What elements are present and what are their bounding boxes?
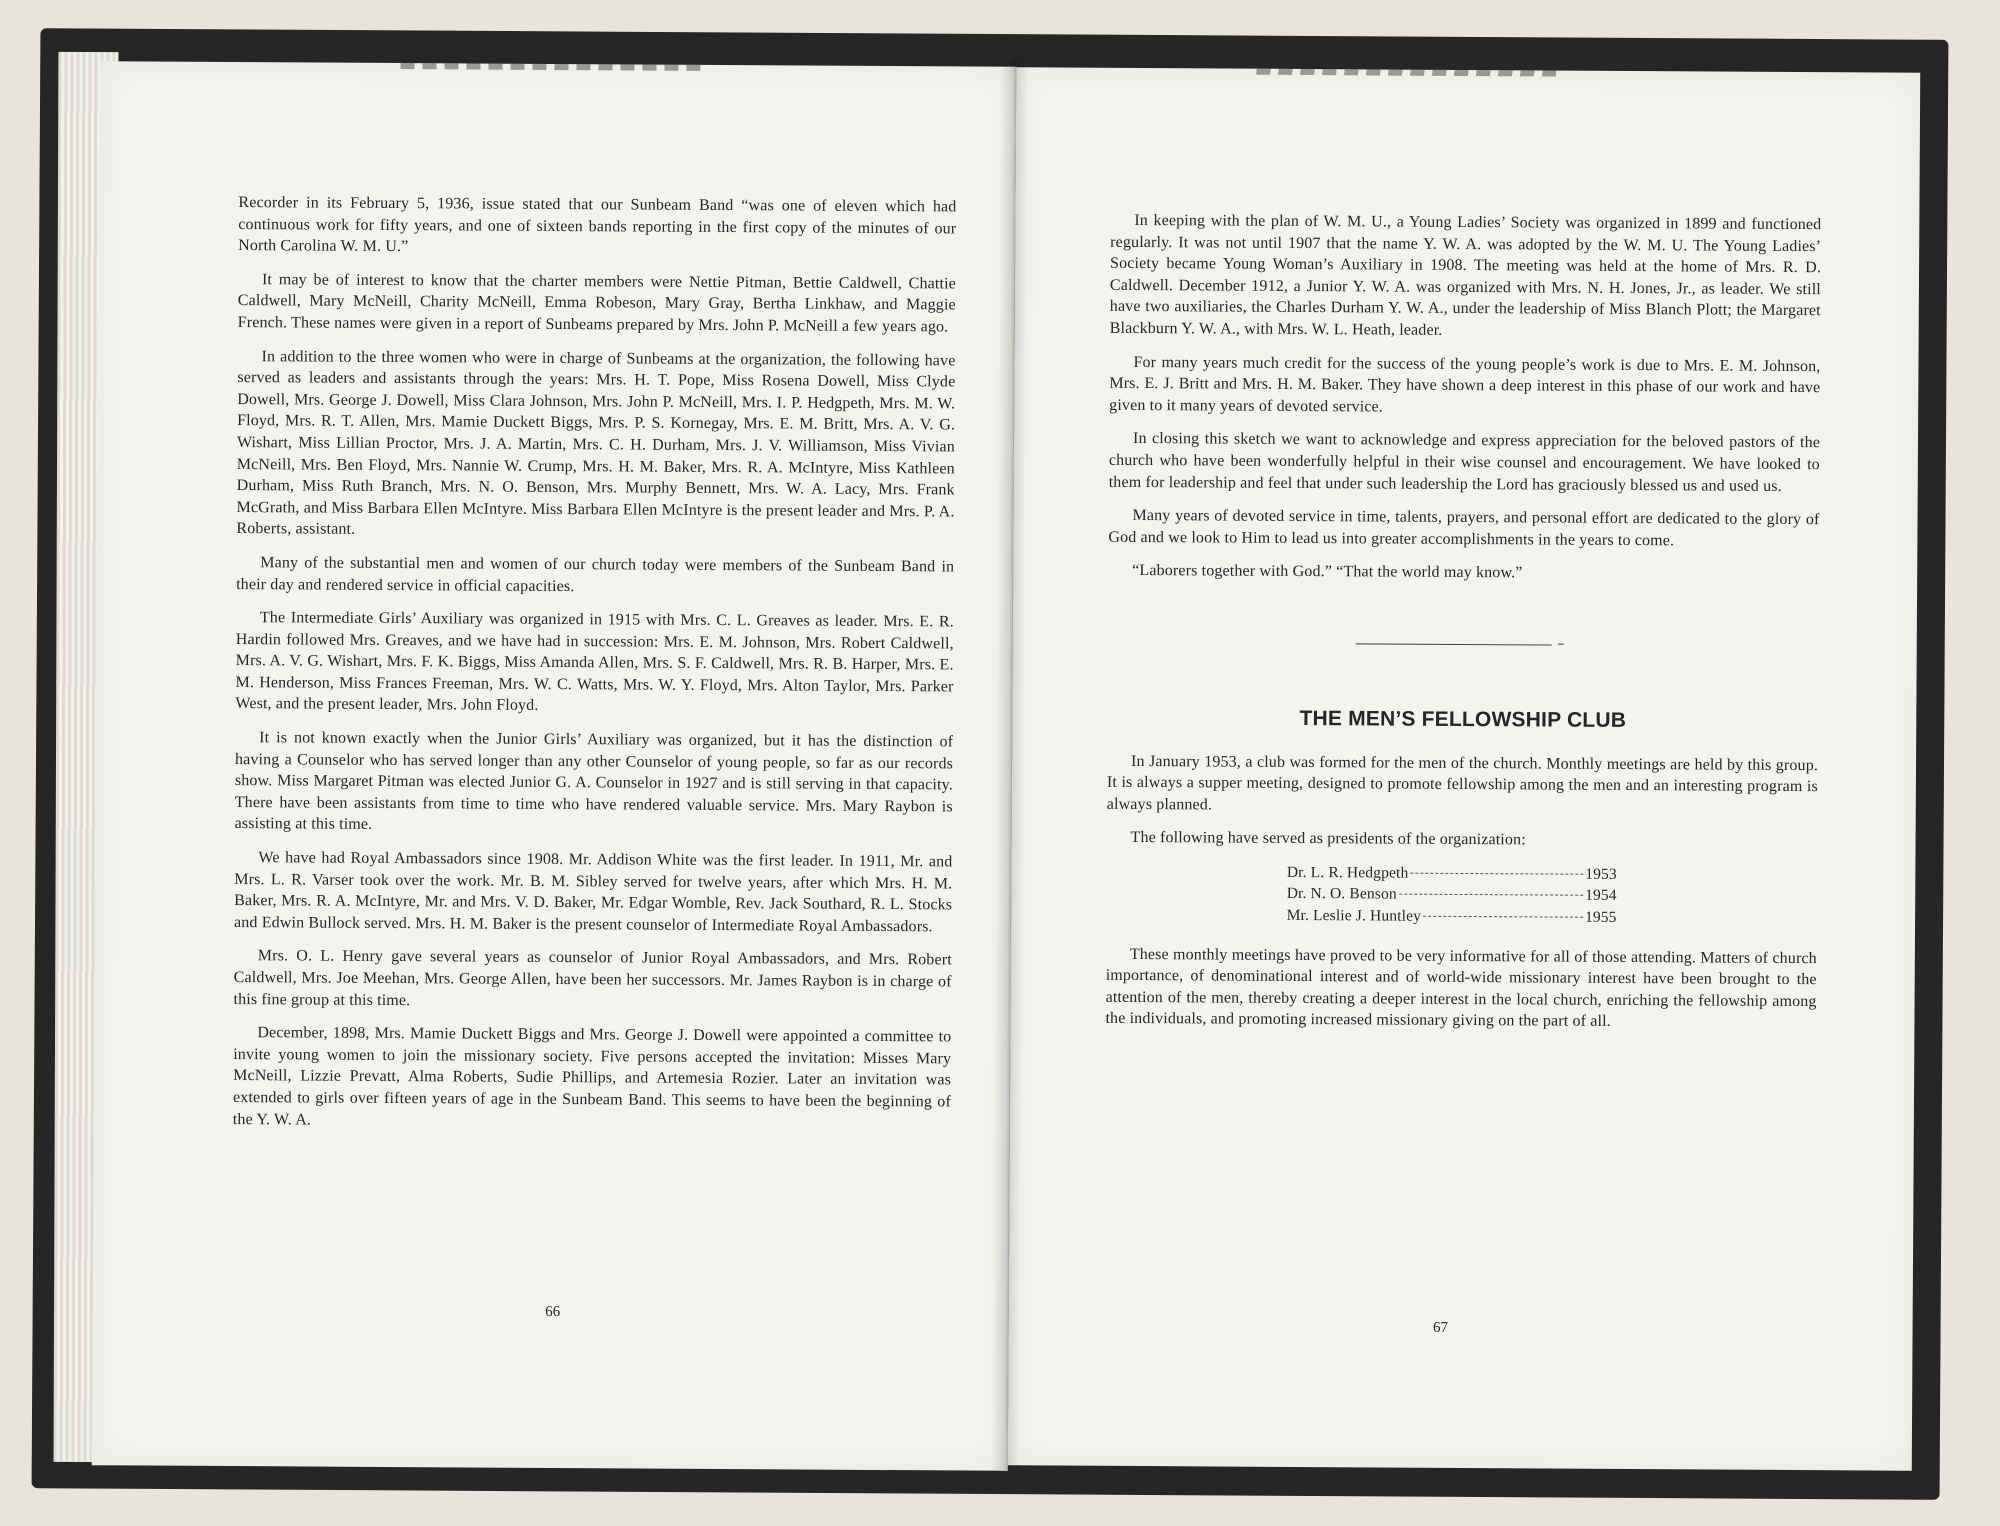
list-item	[1287, 883, 1617, 907]
paragraph: We have had Royal Ambassadors since 1908. Mr. Addison White was the first leader. In 1911, Mr. and Mrs. L. R. Varser took over the work. Mr. B. M. Sibley served for twelve years, after which Mrs. H. M. Baker, Mrs. R. A. McIntyre, Mr. and Mrs. V. D. Baker, Mr. Edgar Womble, Rev. Jack Southard, R. L. Stocks and Edwin Bullock served. Mrs. H. M. Baker is the present counselor of Intermediate Royal Ambassadors.	[233, 849, 953, 936]
list-item	[1287, 862, 1617, 886]
president-year: 1955	[1584, 908, 1617, 926]
president-year: 1954	[1585, 887, 1617, 905]
paragraph: Many of the substantial men and women of our church today were members of the Sunbeam Band in their day and rendered service in official capacities.	[236, 554, 955, 595]
bleed-through-marks	[400, 63, 700, 71]
paragraph: In January 1953, a club was formed for the men of the church. Monthly meetings are held by this group. It is always a supper meeting, designed to promote fellowship among the men and an interesting program is always planned.	[1106, 752, 1819, 814]
right-text-column	[1105, 210, 1821, 1046]
paragraph: December, 1898, Mrs. Mamie Duckett Biggs and Mrs. George J. Dowell were appointed a committee to invite young women to join the missionary society. Five persons accepted the invitation: Misses Mary McNeill, Lizzie Prevatt, Alma Roberts, Sudie Phillips, and Artemesia Rozier. Later an invitation was extended to girls over fifteen years of age in the Sunbeam Band. This seems to have been the beginning of the Y. W. A.	[232, 1024, 952, 1129]
paragraph: It may be of interest to know that the charter members were Nettie Pitman, Bettie Caldwell, Chattie Caldwell, Mary McNeill, Charity McNeill, Emma Robeson, Mary Gray, Bertha Linkhaw, and Maggie French. These names were given in a report of Sunbeams prepared by Mrs. John P. McNeill a few years ago.	[237, 270, 957, 336]
left-text-column	[233, 192, 957, 1147]
paragraph: The following have served as presidents of the organization:	[1130, 829, 1526, 849]
left-page	[92, 61, 1017, 1471]
leader-dots	[1423, 916, 1583, 918]
president-name: Mr. Leslie J. Huntley	[1286, 906, 1422, 925]
paragraph: In addition to the three women who were in charge of Sunbeams at the organization, the following have served as leaders and assistants through the years: Mrs. H. T. Pope, Miss Rosena Dowell, Miss Clyde Dowell, Mrs. George J. Dowell, Miss Clara Johnson, Mrs. John P. McNeill, Mrs. I. P. Hedgpeth, Mrs. M. W. Floyd, Mrs. R. T. Allen, Mrs. Mamie Duckett Biggs, Mrs. P. S. Kornegay, Mrs. E. M. Britt, Mrs. A. V. G. Wishart, Miss Lillian Proctor, Mrs. J. A. Martin, Mrs. C. H. Durham, Mrs. J. V. Williamson, Miss Vivian McNeill, Mrs. Ben Floyd, Mrs. Nannie W. Crump, Mrs. H. M. Baker, Mrs. R. A. McIntyre, Miss Kathleen Durham, Miss Ruth Branch, Mrs. N. O. Benson, Mrs. Murphy Bennett, Mrs. W. A. Lacy, Mrs. Frank McGrath, and Miss Barbara Ellen McIntyre. Miss Barbara Ellen McIntyre is the present leader and Mrs. P. A. Roberts, assistant.	[236, 347, 956, 539]
paragraph: It is not known exactly when the Junior Girls’ Auxiliary was organized, but it has the distinction of having a Counselor who has served longer than any other Counselor of young people, so far as our records show. Miss Margaret Pitman was elected Junior G. A. Counselor in 1927 and is still serving in that capacity. There have been assistants from time to time who have rendered valuable service. Mrs. Mary Raybon is assisting at this time.	[234, 729, 954, 834]
section-title: THE MEN’S FELLOWSHIP CLUB	[1299, 706, 1627, 732]
president-name: Dr. N. O. Benson	[1286, 885, 1397, 904]
leader-dots	[1399, 894, 1583, 896]
list-item	[1287, 905, 1617, 929]
paragraph: In keeping with the plan of W. M. U., a Young Ladies’ Society was organized in 1899 and functioned regularly. It was not until 1907 that the name Y. W. A. was adopted by the W. M. U. The Young Ladies’ Society became Young Woman’s Auxiliary in 1908. The meeting was held at the home of Mrs. R. D. Caldwell. December 1912, a Junior Y. W. A. was organized with Mrs. N. H. Jones, Jr., as leader. We still have two auxiliaries, the Charles Durham Y. W. A., under the leadership of Miss Blanch Plott; the Margaret Blackburn Y. W. A., with Mrs. W. L. Heath, leader.	[1109, 211, 1822, 339]
president-year: 1953	[1585, 865, 1617, 883]
paragraph: The Intermediate Girls’ Auxiliary was organized in 1915 with Mrs. C. L. Greaves as leader. Mrs. E. R. Hardin followed Mrs. Greaves, and we have had in succession: Mrs. E. M. Johnson, Mrs. Robert Caldwell, Mrs. A. V. G. Wishart, Mrs. F. K. Biggs, Miss Amanda Allen, Mrs. S. F. Caldwell, Mrs. R. B. Harper, Mrs. E. M. Henderson, Miss Frances Freeman, Mrs. W. C. Watts, Mrs. W. Y. Floyd, Mrs. Alton Taylor, Mrs. Parker West, and the present leader, Mrs. John Floyd.	[235, 609, 954, 715]
president-name: Dr. L. R. Hedgpeth	[1286, 863, 1409, 882]
bleed-through-marks	[1256, 69, 1556, 77]
paragraph: Many years of devoted service in time, talents, prayers, and personal effort are dedicated to the glory of God and we look to Him to lead us into greater accomplishments in the years to come.	[1108, 507, 1820, 549]
paragraph: For many years much credit for the success of the young people’s work is due to Mrs. E. M. Johnson, Mrs. E. J. Britt and Mrs. H. M. Baker. They have shown a deep interest in this phase of our work and have given to it many years of devoted service.	[1109, 353, 1821, 416]
right-page	[1008, 67, 1921, 1470]
paragraph: In closing this sketch we want to acknowledge and express appreciation for the beloved pastors of the church who have been wonderfully helpful in their wise counsel and encouragement. We have looked to them for leadership and feel that under such leadership the Lord has graciously blessed us and used us.	[1108, 430, 1821, 495]
presidents-list	[1287, 862, 1617, 929]
motto: “Laborers together with God.” “That the world may know.”	[1132, 562, 1523, 582]
page-number: 66	[545, 1303, 561, 1321]
page-number: 67	[1433, 1319, 1449, 1336]
leader-dots	[1410, 873, 1583, 875]
paragraph: Mrs. O. L. Henry gave several years as counselor of Junior Royal Ambassadors, and Mrs. Robert Caldwell, Mrs. Joe Meehan, Mrs. George Allen, have been her successors. Mr. James Raybon is in charge of this fine group at this time.	[233, 947, 952, 1009]
paragraph: These monthly meetings have proved to be very informative for all of those attending. Matters of church importance, of denominational interest and of world-wide missionary interest have been brought to the attention of the men, thereby creating a deeper interest in the local church, enriching the fellowship among the individuals, and promoting increased missionary giving on the part of all.	[1105, 945, 1817, 1031]
paragraph: Recorder in its February 5, 1936, issue stated that our Sunbeam Band “was one of eleven which had continuous work for fifty years, and one of sixteen bands reporting in the first copy of the minutes of our North Carolina W. M. U.”	[238, 194, 957, 256]
section-divider	[1355, 643, 1551, 645]
